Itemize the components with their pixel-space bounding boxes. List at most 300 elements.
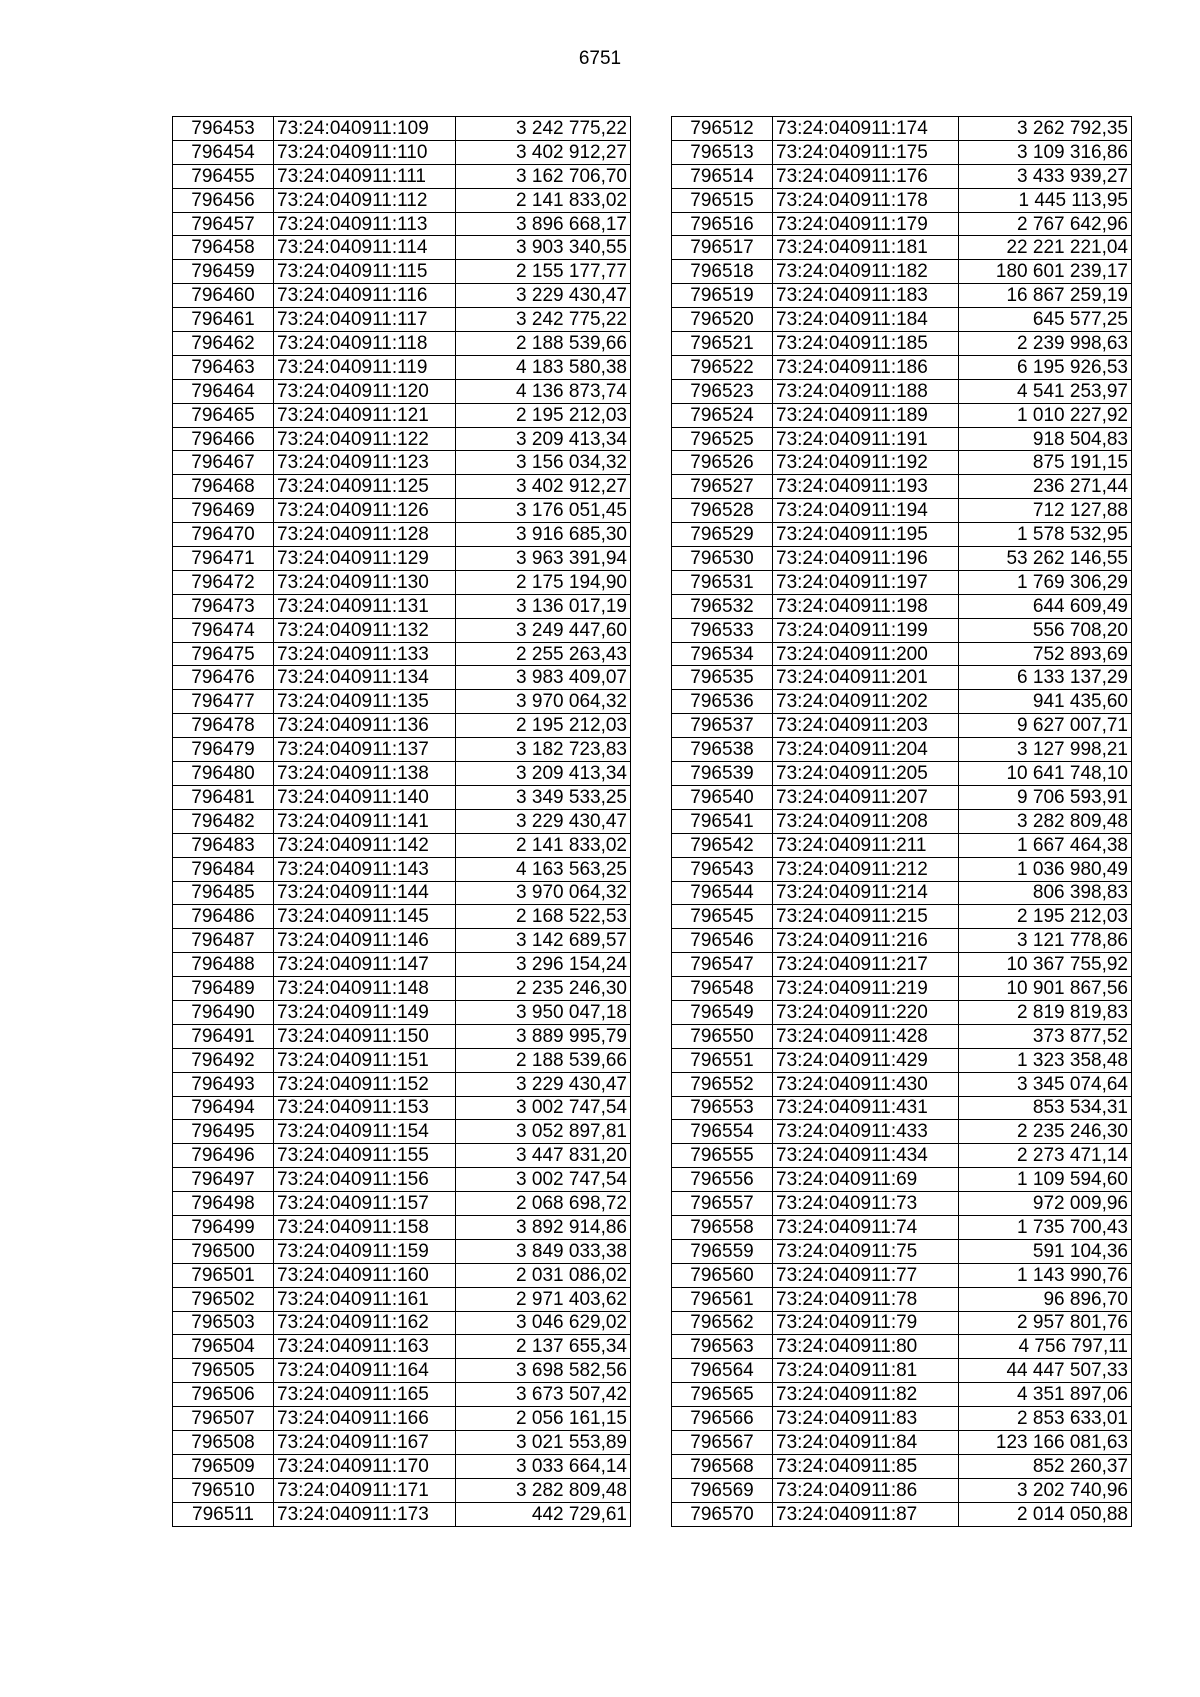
value-cell: 2 056 161,15 <box>456 1407 631 1431</box>
row-number-cell: 796459 <box>173 260 274 284</box>
cadastral-number-cell: 73:24:040911:87 <box>773 1502 959 1526</box>
value-cell: 712 127,88 <box>959 499 1132 523</box>
row-number-cell: 796530 <box>672 547 773 571</box>
table-row <box>173 475 631 499</box>
cadastral-number-cell: 73:24:040911:112 <box>274 188 456 212</box>
value-cell: 3 345 074,64 <box>959 1072 1132 1096</box>
cadastral-number-cell: 73:24:040911:84 <box>773 1430 959 1454</box>
row-number-cell: 796464 <box>173 379 274 403</box>
cadastral-number-cell: 73:24:040911:193 <box>773 475 959 499</box>
row-number-cell: 796546 <box>672 929 773 953</box>
row-number-cell: 796550 <box>672 1024 773 1048</box>
table-row <box>173 642 631 666</box>
value-cell: 2 068 698,72 <box>456 1192 631 1216</box>
cadastral-number-cell: 73:24:040911:182 <box>773 260 959 284</box>
table-row <box>672 308 1132 332</box>
cadastral-number-cell: 73:24:040911:113 <box>274 212 456 236</box>
table-row <box>173 833 631 857</box>
row-number-cell: 796536 <box>672 690 773 714</box>
table-row <box>173 547 631 571</box>
row-number-cell: 796496 <box>173 1144 274 1168</box>
value-cell: 3 950 047,18 <box>456 1000 631 1024</box>
value-cell: 6 133 137,29 <box>959 666 1132 690</box>
value-cell: 2 195 212,03 <box>959 905 1132 929</box>
value-cell: 4 351 897,06 <box>959 1383 1132 1407</box>
value-cell: 3 402 912,27 <box>456 475 631 499</box>
table-row <box>173 618 631 642</box>
cadastral-number-cell: 73:24:040911:217 <box>773 953 959 977</box>
table-row <box>173 690 631 714</box>
value-cell: 373 877,52 <box>959 1024 1132 1048</box>
cadastral-number-cell: 73:24:040911:195 <box>773 523 959 547</box>
value-cell: 3 849 033,38 <box>456 1239 631 1263</box>
row-number-cell: 796565 <box>672 1383 773 1407</box>
row-number-cell: 796561 <box>672 1287 773 1311</box>
cadastral-number-cell: 73:24:040911:142 <box>274 833 456 857</box>
row-number-cell: 796509 <box>173 1454 274 1478</box>
value-cell: 2 188 539,66 <box>456 332 631 356</box>
cadastral-number-cell: 73:24:040911:430 <box>773 1072 959 1096</box>
value-cell: 3 229 430,47 <box>456 284 631 308</box>
cadastral-number-cell: 73:24:040911:216 <box>773 929 959 953</box>
row-number-cell: 796515 <box>672 188 773 212</box>
row-number-cell: 796543 <box>672 857 773 881</box>
row-number-cell: 796559 <box>672 1239 773 1263</box>
row-number-cell: 796470 <box>173 523 274 547</box>
cadastral-number-cell: 73:24:040911:433 <box>773 1120 959 1144</box>
row-number-cell: 796516 <box>672 212 773 236</box>
cadastral-number-cell: 73:24:040911:175 <box>773 140 959 164</box>
row-number-cell: 796482 <box>173 809 274 833</box>
row-number-cell: 796478 <box>173 714 274 738</box>
table-row <box>173 1168 631 1192</box>
value-cell: 3 903 340,55 <box>456 236 631 260</box>
row-number-cell: 796455 <box>173 164 274 188</box>
row-number-cell: 796542 <box>672 833 773 857</box>
row-number-cell: 796486 <box>173 905 274 929</box>
value-cell: 3 916 685,30 <box>456 523 631 547</box>
value-cell: 2 014 050,88 <box>959 1502 1132 1526</box>
cadastral-number-cell: 73:24:040911:208 <box>773 809 959 833</box>
row-number-cell: 796518 <box>672 260 773 284</box>
value-cell: 1 735 700,43 <box>959 1215 1132 1239</box>
table-row <box>672 690 1132 714</box>
row-number-cell: 796495 <box>173 1120 274 1144</box>
row-number-cell: 796481 <box>173 785 274 809</box>
cadastral-number-cell: 73:24:040911:129 <box>274 547 456 571</box>
table-row <box>672 164 1132 188</box>
row-number-cell: 796567 <box>672 1430 773 1454</box>
value-cell: 3 262 792,35 <box>959 117 1132 141</box>
value-cell: 10 641 748,10 <box>959 762 1132 786</box>
table-row <box>672 1192 1132 1216</box>
table-row <box>173 929 631 953</box>
cadastral-number-cell: 73:24:040911:192 <box>773 451 959 475</box>
cadastral-number-cell: 73:24:040911:126 <box>274 499 456 523</box>
value-cell: 3 673 507,42 <box>456 1383 631 1407</box>
value-cell: 3 229 430,47 <box>456 809 631 833</box>
value-cell: 1 445 113,95 <box>959 188 1132 212</box>
row-number-cell: 796517 <box>672 236 773 260</box>
cadastral-number-cell: 73:24:040911:138 <box>274 762 456 786</box>
table-row <box>672 857 1132 881</box>
value-cell: 644 609,49 <box>959 594 1132 618</box>
cadastral-number-cell: 73:24:040911:146 <box>274 929 456 953</box>
table-row <box>672 929 1132 953</box>
row-number-cell: 796503 <box>173 1311 274 1335</box>
value-cell: 3 963 391,94 <box>456 547 631 571</box>
row-number-cell: 796489 <box>173 977 274 1001</box>
value-cell: 2 767 642,96 <box>959 212 1132 236</box>
table-row <box>173 1454 631 1478</box>
cadastral-number-cell: 73:24:040911:128 <box>274 523 456 547</box>
value-cell: 2 137 655,34 <box>456 1335 631 1359</box>
cadastral-number-cell: 73:24:040911:111 <box>274 164 456 188</box>
cadastral-number-cell: 73:24:040911:130 <box>274 570 456 594</box>
cadastral-number-cell: 73:24:040911:200 <box>773 642 959 666</box>
value-cell: 3 892 914,86 <box>456 1215 631 1239</box>
table-row <box>173 1239 631 1263</box>
table-row <box>173 1407 631 1431</box>
value-cell: 3 349 533,25 <box>456 785 631 809</box>
row-number-cell: 796463 <box>173 355 274 379</box>
table-row <box>173 905 631 929</box>
row-number-cell: 796514 <box>672 164 773 188</box>
cadastral-number-cell: 73:24:040911:148 <box>274 977 456 1001</box>
row-number-cell: 796473 <box>173 594 274 618</box>
table-row <box>173 714 631 738</box>
table-row <box>173 1096 631 1120</box>
row-number-cell: 796524 <box>672 403 773 427</box>
value-cell: 236 271,44 <box>959 475 1132 499</box>
row-number-cell: 796456 <box>173 188 274 212</box>
row-number-cell: 796457 <box>173 212 274 236</box>
cadastral-number-cell: 73:24:040911:201 <box>773 666 959 690</box>
row-number-cell: 796540 <box>672 785 773 809</box>
row-number-cell: 796549 <box>672 1000 773 1024</box>
table-row <box>173 284 631 308</box>
cadastral-number-cell: 73:24:040911:171 <box>274 1478 456 1502</box>
table-row <box>672 881 1132 905</box>
table-row <box>672 1239 1132 1263</box>
cadastral-number-cell: 73:24:040911:133 <box>274 642 456 666</box>
table-row <box>173 236 631 260</box>
value-cell: 123 166 081,63 <box>959 1430 1132 1454</box>
table-row <box>672 1287 1132 1311</box>
cadastral-number-cell: 73:24:040911:161 <box>274 1287 456 1311</box>
value-cell: 2 195 212,03 <box>456 714 631 738</box>
cadastral-number-cell: 73:24:040911:137 <box>274 738 456 762</box>
table-row <box>173 1000 631 1024</box>
value-cell: 972 009,96 <box>959 1192 1132 1216</box>
row-number-cell: 796539 <box>672 762 773 786</box>
value-cell: 2 273 471,14 <box>959 1144 1132 1168</box>
cadastral-number-cell: 73:24:040911:203 <box>773 714 959 738</box>
cadastral-number-cell: 73:24:040911:185 <box>773 332 959 356</box>
cadastral-number-cell: 73:24:040911:188 <box>773 379 959 403</box>
value-cell: 2 971 403,62 <box>456 1287 631 1311</box>
cadastral-number-cell: 73:24:040911:212 <box>773 857 959 881</box>
value-cell: 3 209 413,34 <box>456 427 631 451</box>
value-cell: 3 889 995,79 <box>456 1024 631 1048</box>
row-number-cell: 796458 <box>173 236 274 260</box>
page-number: 6751 <box>578 48 622 69</box>
table-row <box>672 666 1132 690</box>
table-row <box>672 738 1132 762</box>
cadastral-number-cell: 73:24:040911:167 <box>274 1430 456 1454</box>
table-row <box>672 905 1132 929</box>
value-cell: 2 168 522,53 <box>456 905 631 929</box>
cadastral-number-cell: 73:24:040911:166 <box>274 1407 456 1431</box>
table-row <box>672 714 1132 738</box>
row-number-cell: 796479 <box>173 738 274 762</box>
cadastral-number-cell: 73:24:040911:115 <box>274 260 456 284</box>
cadastral-number-cell: 73:24:040911:122 <box>274 427 456 451</box>
value-cell: 9 706 593,91 <box>959 785 1132 809</box>
cadastral-number-cell: 73:24:040911:202 <box>773 690 959 714</box>
cadastral-number-cell: 73:24:040911:198 <box>773 594 959 618</box>
table-row <box>672 1048 1132 1072</box>
value-cell: 3 046 629,02 <box>456 1311 631 1335</box>
table-row <box>173 809 631 833</box>
table-row <box>672 1454 1132 1478</box>
table-row <box>672 833 1132 857</box>
table-row <box>672 547 1132 571</box>
row-number-cell: 796529 <box>672 523 773 547</box>
value-cell: 1 323 358,48 <box>959 1048 1132 1072</box>
table-row <box>173 164 631 188</box>
value-cell: 3 156 034,32 <box>456 451 631 475</box>
value-cell: 3 052 897,81 <box>456 1120 631 1144</box>
value-cell: 3 202 740,96 <box>959 1478 1132 1502</box>
cadastral-number-cell: 73:24:040911:140 <box>274 785 456 809</box>
row-number-cell: 796484 <box>173 857 274 881</box>
value-cell: 806 398,83 <box>959 881 1132 905</box>
value-cell: 2 155 177,77 <box>456 260 631 284</box>
value-cell: 1 578 532,95 <box>959 523 1132 547</box>
row-number-cell: 796513 <box>672 140 773 164</box>
table-row <box>173 738 631 762</box>
row-number-cell: 796474 <box>173 618 274 642</box>
row-number-cell: 796467 <box>173 451 274 475</box>
row-number-cell: 796526 <box>672 451 773 475</box>
value-cell: 3 447 831,20 <box>456 1144 631 1168</box>
row-number-cell: 796521 <box>672 332 773 356</box>
value-cell: 2 853 633,01 <box>959 1407 1132 1431</box>
cadastral-number-cell: 73:24:040911:117 <box>274 308 456 332</box>
row-number-cell: 796527 <box>672 475 773 499</box>
cadastral-number-cell: 73:24:040911:151 <box>274 1048 456 1072</box>
row-number-cell: 796551 <box>672 1048 773 1072</box>
value-cell: 3 121 778,86 <box>959 929 1132 953</box>
row-number-cell: 796504 <box>173 1335 274 1359</box>
table-row <box>173 117 631 141</box>
cadastral-number-cell: 73:24:040911:109 <box>274 117 456 141</box>
cadastral-number-cell: 73:24:040911:152 <box>274 1072 456 1096</box>
cadastral-number-cell: 73:24:040911:207 <box>773 785 959 809</box>
cadastral-number-cell: 73:24:040911:194 <box>773 499 959 523</box>
table-row <box>173 1335 631 1359</box>
table-row <box>672 1168 1132 1192</box>
row-number-cell: 796487 <box>173 929 274 953</box>
row-number-cell: 796476 <box>173 666 274 690</box>
table-row <box>672 570 1132 594</box>
row-number-cell: 796564 <box>672 1359 773 1383</box>
value-cell: 4 541 253,97 <box>959 379 1132 403</box>
value-cell: 3 970 064,32 <box>456 881 631 905</box>
cadastral-number-cell: 73:24:040911:147 <box>274 953 456 977</box>
table-row <box>672 1024 1132 1048</box>
value-cell: 2 235 246,30 <box>456 977 631 1001</box>
row-number-cell: 796528 <box>672 499 773 523</box>
cadastral-number-cell: 73:24:040911:163 <box>274 1335 456 1359</box>
cadastral-number-cell: 73:24:040911:186 <box>773 355 959 379</box>
cadastral-number-cell: 73:24:040911:179 <box>773 212 959 236</box>
table-row <box>173 403 631 427</box>
value-cell: 3 242 775,22 <box>456 117 631 141</box>
row-number-cell: 796498 <box>173 1192 274 1216</box>
table-row <box>672 451 1132 475</box>
table-row <box>173 1383 631 1407</box>
value-cell: 3 176 051,45 <box>456 499 631 523</box>
value-cell: 2 819 819,83 <box>959 1000 1132 1024</box>
value-cell: 941 435,60 <box>959 690 1132 714</box>
cadastral-number-cell: 73:24:040911:159 <box>274 1239 456 1263</box>
table-row <box>672 1072 1132 1096</box>
row-number-cell: 796465 <box>173 403 274 427</box>
table-row <box>672 140 1132 164</box>
row-number-cell: 796475 <box>173 642 274 666</box>
cadastral-number-cell: 73:24:040911:145 <box>274 905 456 929</box>
table-row <box>672 379 1132 403</box>
cadastral-number-cell: 73:24:040911:69 <box>773 1168 959 1192</box>
row-number-cell: 796477 <box>173 690 274 714</box>
row-number-cell: 796494 <box>173 1096 274 1120</box>
table-row <box>173 1478 631 1502</box>
row-number-cell: 796532 <box>672 594 773 618</box>
cadastral-number-cell: 73:24:040911:174 <box>773 117 959 141</box>
row-number-cell: 796522 <box>672 355 773 379</box>
value-cell: 3 433 939,27 <box>959 164 1132 188</box>
row-number-cell: 796468 <box>173 475 274 499</box>
table-row <box>672 523 1132 547</box>
value-cell: 918 504,83 <box>959 427 1132 451</box>
cadastral-number-cell: 73:24:040911:176 <box>773 164 959 188</box>
cadastral-number-cell: 73:24:040911:110 <box>274 140 456 164</box>
table-row <box>672 977 1132 1001</box>
table-row <box>173 953 631 977</box>
row-number-cell: 796512 <box>672 117 773 141</box>
value-cell: 4 136 873,74 <box>456 379 631 403</box>
cadastral-number-cell: 73:24:040911:211 <box>773 833 959 857</box>
row-number-cell: 796523 <box>672 379 773 403</box>
cadastral-number-cell: 73:24:040911:165 <box>274 1383 456 1407</box>
value-cell: 4 163 563,25 <box>456 857 631 881</box>
row-number-cell: 796453 <box>173 117 274 141</box>
row-number-cell: 796520 <box>672 308 773 332</box>
cadastral-number-cell: 73:24:040911:86 <box>773 1478 959 1502</box>
row-number-cell: 796566 <box>672 1407 773 1431</box>
value-cell: 3 983 409,07 <box>456 666 631 690</box>
value-cell: 1 769 306,29 <box>959 570 1132 594</box>
row-number-cell: 796545 <box>672 905 773 929</box>
cadastral-number-cell: 73:24:040911:119 <box>274 355 456 379</box>
value-cell: 3 136 017,19 <box>456 594 631 618</box>
row-number-cell: 796499 <box>173 1215 274 1239</box>
row-number-cell: 796548 <box>672 977 773 1001</box>
table-row <box>173 594 631 618</box>
cadastral-number-cell: 73:24:040911:123 <box>274 451 456 475</box>
value-cell: 2 141 833,02 <box>456 833 631 857</box>
value-cell: 3 970 064,32 <box>456 690 631 714</box>
value-cell: 2 188 539,66 <box>456 1048 631 1072</box>
cadastral-number-cell: 73:24:040911:170 <box>274 1454 456 1478</box>
value-cell: 53 262 146,55 <box>959 547 1132 571</box>
value-cell: 3 896 668,17 <box>456 212 631 236</box>
cadastral-number-cell: 73:24:040911:191 <box>773 427 959 451</box>
row-number-cell: 796483 <box>173 833 274 857</box>
cadastral-number-cell: 73:24:040911:181 <box>773 236 959 260</box>
cadastral-number-cell: 73:24:040911:82 <box>773 1383 959 1407</box>
value-cell: 645 577,25 <box>959 308 1132 332</box>
table-row <box>672 332 1132 356</box>
cadastral-number-cell: 73:24:040911:149 <box>274 1000 456 1024</box>
cadastral-number-cell: 73:24:040911:219 <box>773 977 959 1001</box>
value-cell: 1 036 980,49 <box>959 857 1132 881</box>
cadastral-number-cell: 73:24:040911:183 <box>773 284 959 308</box>
table-row <box>672 475 1132 499</box>
table-row <box>173 1359 631 1383</box>
value-cell: 96 896,70 <box>959 1287 1132 1311</box>
row-number-cell: 796563 <box>672 1335 773 1359</box>
cadastral-number-cell: 73:24:040911:156 <box>274 1168 456 1192</box>
cadastral-number-cell: 73:24:040911:125 <box>274 475 456 499</box>
value-cell: 3 109 316,86 <box>959 140 1132 164</box>
value-cell: 6 195 926,53 <box>959 355 1132 379</box>
cadastral-number-cell: 73:24:040911:204 <box>773 738 959 762</box>
table-row <box>672 785 1132 809</box>
row-number-cell: 796472 <box>173 570 274 594</box>
cadastral-number-cell: 73:24:040911:85 <box>773 1454 959 1478</box>
row-number-cell: 796557 <box>672 1192 773 1216</box>
table-row <box>173 260 631 284</box>
cadastral-number-cell: 73:24:040911:81 <box>773 1359 959 1383</box>
value-cell: 2 957 801,76 <box>959 1311 1132 1335</box>
value-cell: 2 195 212,03 <box>456 403 631 427</box>
value-cell: 44 447 507,33 <box>959 1359 1132 1383</box>
cadastral-number-cell: 73:24:040911:160 <box>274 1263 456 1287</box>
table-row <box>672 1096 1132 1120</box>
value-cell: 16 867 259,19 <box>959 284 1132 308</box>
table-row <box>672 953 1132 977</box>
data-table-left <box>172 116 631 1527</box>
value-cell: 3 002 747,54 <box>456 1096 631 1120</box>
value-cell: 10 367 755,92 <box>959 953 1132 977</box>
value-cell: 3 249 447,60 <box>456 618 631 642</box>
cadastral-number-cell: 73:24:040911:428 <box>773 1024 959 1048</box>
table-row <box>672 427 1132 451</box>
cadastral-number-cell: 73:24:040911:158 <box>274 1215 456 1239</box>
row-number-cell: 796553 <box>672 1096 773 1120</box>
value-cell: 3 142 689,57 <box>456 929 631 953</box>
table-row <box>173 499 631 523</box>
row-number-cell: 796555 <box>672 1144 773 1168</box>
table-row <box>672 212 1132 236</box>
cadastral-number-cell: 73:24:040911:77 <box>773 1263 959 1287</box>
cadastral-number-cell: 73:24:040911:135 <box>274 690 456 714</box>
value-cell: 1 143 990,76 <box>959 1263 1132 1287</box>
cadastral-number-cell: 73:24:040911:154 <box>274 1120 456 1144</box>
